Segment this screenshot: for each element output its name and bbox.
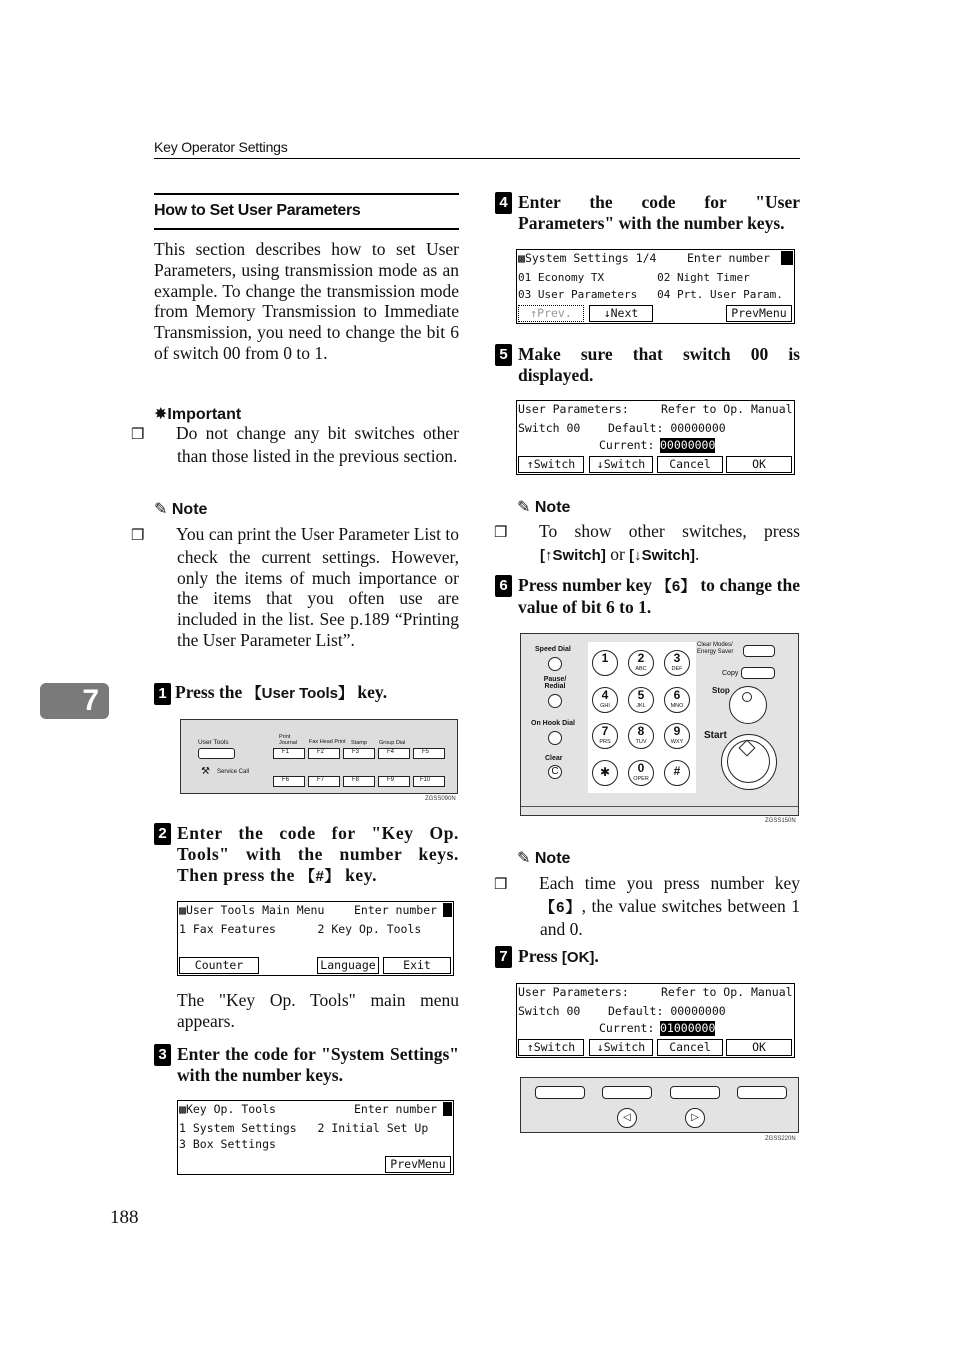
group-dial-label: Group Dial bbox=[379, 740, 406, 746]
step-number: 3 bbox=[154, 1044, 171, 1066]
prev-button[interactable]: ↑Prev. bbox=[518, 305, 584, 322]
cursor bbox=[443, 1102, 452, 1116]
lcd-user-tools-main-menu: ▩User Tools Main Menu Enter number 1 Fax Features 2 Key Op. Tools Counter Language Exit bbox=[177, 901, 454, 976]
lcd-user-parameters: User Parameters: Refer to Op. Manual Switch 00 Default: 00000000 Current: 00000000 ↑Switch ↓Switch Cancel OK bbox=[516, 400, 795, 475]
section-title: How to Set User Parameters bbox=[154, 193, 459, 230]
lcd-user-parameters-updated: User Parameters: Refer to Op. Manual Switch 00 Default: 00000000 Current: 01000000 ↑Switch ↓Switch Cancel OK bbox=[516, 983, 795, 1058]
key-1[interactable]: 1 bbox=[592, 650, 618, 676]
fax-head-print-label: Fax Head Print bbox=[309, 739, 346, 745]
operation-panel-figure bbox=[520, 633, 799, 816]
clear-modes-label: Clear Modes/ Energy Saver bbox=[697, 642, 734, 655]
key-6[interactable]: 6 MNO bbox=[664, 687, 690, 713]
stop-icon bbox=[742, 692, 752, 702]
step-2: 2 Enter the code for "Key Op. Tools" with the number keys. Then press the 【#】 key. bbox=[154, 823, 459, 887]
important-heading: ✸Important bbox=[154, 406, 242, 423]
stop-key[interactable] bbox=[729, 686, 767, 724]
switch-down-button[interactable]: ↓Switch bbox=[589, 1039, 653, 1056]
f7-key[interactable]: F7 bbox=[308, 776, 340, 787]
copy-key[interactable] bbox=[741, 667, 775, 679]
softkey-1[interactable] bbox=[535, 1086, 585, 1099]
speed-dial-key[interactable] bbox=[548, 657, 562, 671]
key-8[interactable]: 8 TUV bbox=[628, 723, 654, 749]
page-number: 188 bbox=[110, 1207, 139, 1228]
important-item: ❒ Do not change any bit switches other than those listed in the previous section. bbox=[131, 423, 459, 466]
triangle-right-icon: ▷ bbox=[691, 1112, 699, 1123]
current-value: 01000000 bbox=[660, 1021, 716, 1035]
softkey-4[interactable] bbox=[737, 1086, 787, 1099]
pause-redial-label: Pause/ Redial bbox=[543, 676, 567, 690]
running-head: Key Operator Settings bbox=[154, 139, 288, 155]
step-7: 7 Press [OK]. bbox=[495, 946, 800, 968]
chapter-tab: 7 bbox=[40, 683, 109, 719]
step-4: 4 Enter the code for "User Parameters" with the number keys. bbox=[495, 192, 800, 234]
lcd-icon: ▩ bbox=[179, 1102, 186, 1116]
pause-redial-key[interactable] bbox=[548, 694, 562, 708]
stamp-label: Stamp bbox=[351, 740, 367, 746]
step-3: 3 Enter the code for "System Settings" with the number keys. bbox=[154, 1044, 459, 1086]
f6-key[interactable]: F6 bbox=[273, 776, 305, 787]
start-label: Start bbox=[704, 730, 727, 741]
ok-button[interactable]: OK bbox=[726, 456, 792, 473]
language-button[interactable]: Language bbox=[317, 957, 379, 974]
wrench-icon: ⚒ bbox=[201, 766, 210, 777]
step-number: 6 bbox=[495, 575, 512, 597]
note-item: ❒ You can print the User Parameter List to check the current settings. However, only the items of much importance or the items that you often use are included in the list. See p.189 “Printing the User Parameter List”. bbox=[131, 524, 459, 650]
step-number: 7 bbox=[495, 946, 512, 968]
counter-button[interactable]: Counter bbox=[179, 957, 259, 974]
f3-key[interactable]: F3 bbox=[343, 748, 375, 759]
note-heading: ✎ Note bbox=[517, 850, 571, 867]
step-1: 1 Press the 【User Tools】 key. bbox=[154, 682, 459, 705]
prev-menu-button[interactable]: PrevMenu bbox=[385, 1156, 451, 1173]
step-5: 5 Make sure that switch 00 is displayed. bbox=[495, 344, 800, 386]
key-5[interactable]: 5 JKL bbox=[628, 687, 654, 713]
cursor bbox=[443, 903, 452, 917]
step-2-result: The "Key Op. Tools" main menu appears. bbox=[177, 990, 459, 1031]
switch-up-button[interactable]: ↑Switch bbox=[518, 456, 584, 473]
header-rule bbox=[154, 158, 800, 159]
print-journal-label: Print Journal bbox=[279, 734, 298, 746]
checkbox-icon: ❒ bbox=[494, 525, 508, 541]
step-number: 2 bbox=[154, 823, 171, 845]
key-7[interactable]: 7 PRS bbox=[592, 723, 618, 749]
note-item: ❒ Each time you press number key 【6】, the value switches between 1 and 0. bbox=[494, 873, 800, 939]
right-arrow-key[interactable] bbox=[685, 1108, 705, 1128]
current-value: 00000000 bbox=[660, 438, 716, 452]
service-call-label: Service Call bbox=[217, 769, 250, 775]
triangle-left-icon: ◁ bbox=[623, 1112, 631, 1123]
softkey-2[interactable] bbox=[602, 1086, 652, 1099]
exit-button[interactable]: Exit bbox=[383, 957, 451, 974]
key-4[interactable]: 4 GHI bbox=[592, 687, 618, 713]
figure-code: ZGSS220N bbox=[765, 1136, 796, 1142]
key-9[interactable]: 9 WXY bbox=[664, 723, 690, 749]
intro-paragraph: This section describes how to set User Parameters, using transmission mode as an example. To change the transmission mode from Memory Transmission to Immediate Transmission, you need to change the bit 6 of switch 00 from 0 to 1. bbox=[154, 239, 459, 363]
clear-key[interactable]: C bbox=[548, 765, 562, 779]
checkbox-icon: ❒ bbox=[131, 427, 145, 443]
clear-modes-key[interactable] bbox=[743, 645, 775, 657]
step-number: 5 bbox=[495, 344, 512, 366]
cancel-button[interactable]: Cancel bbox=[657, 456, 723, 473]
copy-label: Copy bbox=[722, 670, 739, 677]
on-hook-dial-label: On Hook Dial bbox=[531, 720, 575, 727]
panel-edge bbox=[521, 806, 798, 807]
note-heading: ✎ Note bbox=[517, 499, 571, 516]
left-arrow-key[interactable] bbox=[617, 1108, 637, 1128]
key-3[interactable]: 3 DEF bbox=[664, 650, 690, 676]
pencil-icon: ✎ bbox=[517, 499, 531, 516]
checkbox-icon: ❒ bbox=[494, 877, 508, 893]
figure-code: ZGSS090N bbox=[425, 796, 456, 802]
clear-label: Clear bbox=[545, 755, 563, 762]
f8-key[interactable]: F8 bbox=[343, 776, 375, 787]
speed-dial-label: Speed Dial bbox=[535, 646, 571, 653]
f4-key[interactable]: F4 bbox=[378, 748, 410, 759]
ok-button[interactable]: OK bbox=[726, 1039, 792, 1056]
key-0[interactable]: 0 OPER bbox=[628, 760, 654, 786]
next-button[interactable]: ↓Next bbox=[589, 305, 653, 322]
switch-up-button[interactable]: ↑Switch bbox=[518, 1039, 584, 1056]
f2-key[interactable]: F2 bbox=[308, 748, 340, 759]
prev-menu-button[interactable]: PrevMenu bbox=[726, 305, 792, 322]
softkeys-panel-figure bbox=[520, 1077, 799, 1133]
softkey-3[interactable] bbox=[670, 1086, 720, 1099]
note-item: ❒ To show other switches, press [↑Switch] or [↓Switch]. bbox=[494, 521, 800, 564]
pencil-icon: ✎ bbox=[154, 501, 168, 518]
user-tools-key[interactable] bbox=[198, 748, 235, 759]
user-tools-label: User Tools bbox=[198, 739, 229, 746]
key-star[interactable]: ✱ bbox=[592, 760, 618, 786]
on-hook-dial-key[interactable] bbox=[548, 731, 562, 745]
switch-down-button[interactable]: ↓Switch bbox=[589, 456, 653, 473]
pencil-icon: ✎ bbox=[517, 850, 531, 867]
keypad-area bbox=[588, 642, 696, 793]
important-icon: ✸ bbox=[154, 406, 168, 423]
step-6: 6 Press number key 【6】 to change the value of bit 6 to 1. bbox=[495, 575, 800, 618]
step-number: 1 bbox=[154, 683, 171, 705]
f5-key[interactable]: F5 bbox=[413, 748, 445, 759]
f10-key[interactable]: F10 bbox=[413, 776, 445, 787]
lcd-icon: ▩ bbox=[518, 251, 525, 265]
stop-label: Stop bbox=[712, 686, 730, 695]
figure-code: ZGSS150N bbox=[765, 818, 796, 824]
cancel-button[interactable]: Cancel bbox=[657, 1039, 723, 1056]
key-hash[interactable]: # bbox=[664, 760, 690, 786]
step-number: 4 bbox=[495, 192, 512, 214]
cursor bbox=[781, 251, 793, 265]
start-key[interactable] bbox=[721, 734, 777, 790]
lcd-icon: ▩ bbox=[179, 903, 186, 917]
checkbox-icon: ❒ bbox=[131, 528, 145, 544]
f1-key[interactable]: F1 bbox=[273, 748, 305, 759]
key-2[interactable]: 2 ABC bbox=[628, 650, 654, 676]
lcd-key-op-tools: ▩Key Op. Tools Enter number 1 System Settings 2 Initial Set Up 3 Box Settings PrevMenu bbox=[177, 1100, 454, 1175]
note-heading: ✎ Note bbox=[154, 501, 208, 518]
f9-key[interactable]: F9 bbox=[378, 776, 410, 787]
user-tools-panel-figure bbox=[180, 719, 458, 794]
lcd-system-settings: ▩System Settings 1/4 Enter number 01 Economy TX 02 Night Timer 03 User Parameters 04 Prt. User Param. ↑Prev. ↓Next PrevMenu bbox=[516, 249, 795, 324]
